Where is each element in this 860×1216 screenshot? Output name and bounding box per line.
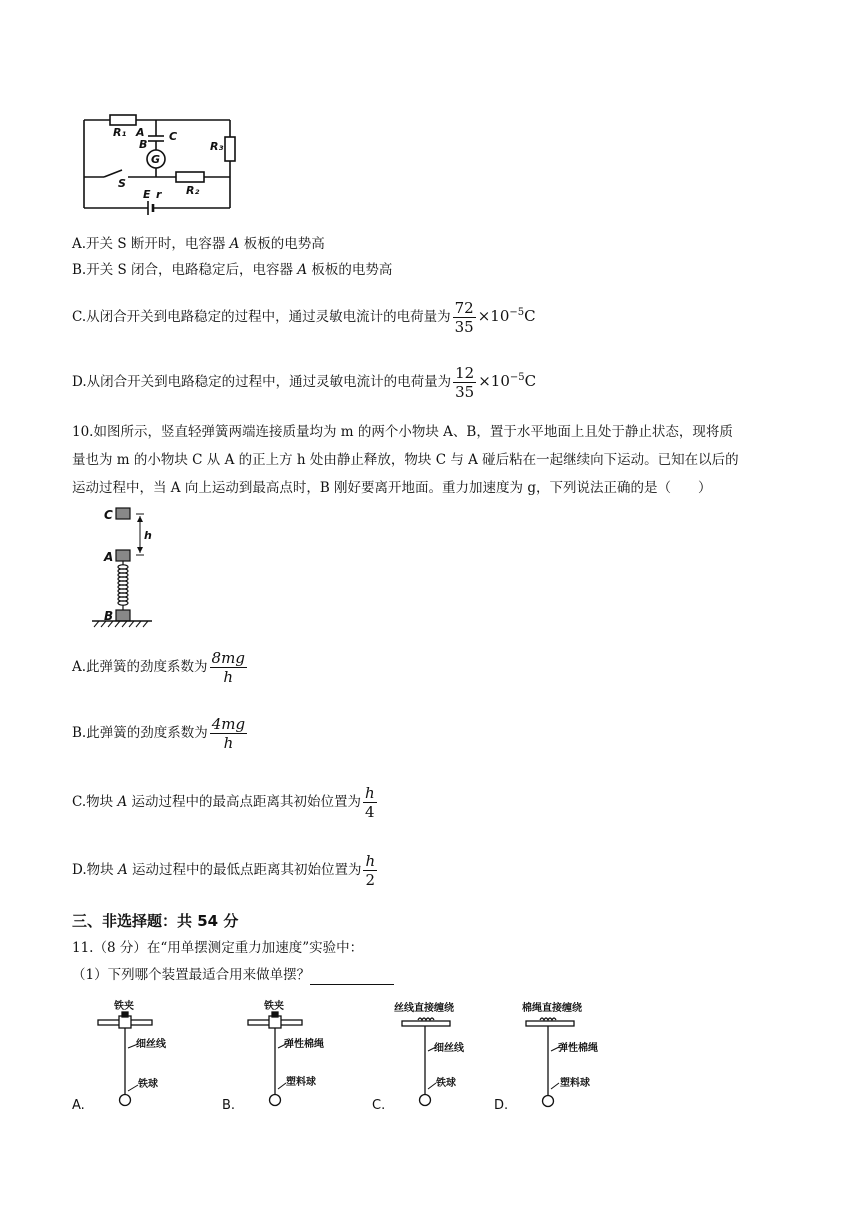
label-r: r <box>156 188 162 201</box>
fraction-numerator: h <box>365 852 376 870</box>
q10-option-b-text: B.此弹簧的劲度系数为 <box>72 725 208 741</box>
q9-option-b-var: A <box>297 262 308 278</box>
q9-option-a <box>72 234 325 254</box>
q10-option-a-fraction <box>210 649 247 686</box>
times-ten: ×10 <box>478 372 510 390</box>
fraction-numerator: 12 <box>455 364 475 382</box>
q9-option-d-text: D.从闭合开关到电路稳定的过程中，通过灵敏电流计的电荷量为 <box>72 374 452 390</box>
exponent: −5 <box>509 372 525 383</box>
circuit-diagram <box>76 112 246 220</box>
unit: C <box>524 307 536 325</box>
label-c: C <box>104 508 113 522</box>
q10-option-a <box>72 649 249 686</box>
ball-label: 塑料球 <box>286 1077 316 1088</box>
q9-option-c-fraction <box>453 299 476 336</box>
ball-label: 铁球 <box>138 1079 158 1090</box>
q9-option-b <box>72 260 392 280</box>
q9-option-a-var: A <box>229 236 240 252</box>
q9-option-d-fraction <box>453 364 476 401</box>
fraction-numerator: 72 <box>454 299 474 317</box>
q10-stem-line-3: 运动过程中，当 A 向上运动到最高点时，B 刚好要离开地面。重力加速度为 g，下列说法正确的是（ ） <box>72 480 712 496</box>
string-label: 细丝线 <box>434 1043 464 1054</box>
fraction-numerator: 8mg <box>211 649 245 667</box>
q9-option-d <box>72 364 536 401</box>
top-label: 棉绳直接缠绕 <box>522 1003 582 1014</box>
ball-label: 塑料球 <box>560 1078 590 1089</box>
exponent: −5 <box>509 307 525 318</box>
q10-option-c-var: A <box>117 794 128 810</box>
section-heading: 三、非选择题：共 54 分 <box>72 912 239 930</box>
label-r3: R₃ <box>210 140 224 153</box>
pendulum-option-b <box>222 995 352 1115</box>
times-ten: ×10 <box>477 307 510 325</box>
fraction-denominator: h <box>223 734 234 752</box>
q9-option-a-suffix: 板板的电势高 <box>239 236 325 252</box>
q9-option-d-sci <box>478 372 536 390</box>
top-label: 丝线直接缠绕 <box>394 1003 454 1014</box>
option-letter: B. <box>222 1098 236 1113</box>
q9-option-c-text: C.从闭合开关到电路稳定的过程中，通过灵敏电流计的电荷量为 <box>72 309 451 325</box>
unit: C <box>524 372 537 390</box>
spring-figure <box>86 503 158 633</box>
q10-option-b <box>72 715 249 752</box>
pendulum-option-d <box>494 995 634 1115</box>
label-a: A <box>104 550 114 564</box>
label-s: S <box>118 177 126 190</box>
option-letter: C. <box>372 1098 386 1113</box>
pendulum-option-c <box>372 995 502 1115</box>
q10-option-a-text: A.此弹簧的劲度系数为 <box>72 659 208 675</box>
q11-stem: 11.（8 分）在“用单摆测定重力加速度”实验中： <box>72 940 364 956</box>
q11-sub1 <box>72 965 394 985</box>
string-label: 弹性棉绳 <box>558 1043 598 1054</box>
q10-option-c <box>72 784 379 821</box>
label-a: A <box>136 126 145 139</box>
q10-option-c-text2: 运动过程中的最高点距离其初始位置为 <box>127 794 361 810</box>
top-label: 铁夹 <box>114 1001 134 1012</box>
fraction-denominator: 4 <box>365 803 375 821</box>
label-r1: R₁ <box>113 126 127 139</box>
label-h: h <box>144 529 152 542</box>
q10-option-c-text: C.物块 <box>72 794 118 810</box>
fraction-denominator: h <box>223 668 234 686</box>
q11-sub1-text: （1）下列哪个装置最适合用来做单摆？ <box>72 967 311 983</box>
fraction-denominator: 2 <box>365 871 376 889</box>
q10-option-d-text2: 运动过程中的最低点距离其初始位置为 <box>127 862 362 878</box>
fraction-numerator: 4mg <box>211 715 246 733</box>
option-letter: D. <box>494 1098 509 1113</box>
option-letter: A. <box>72 1098 85 1113</box>
pendulum-option-a <box>72 995 202 1115</box>
string-label: 细丝线 <box>136 1039 166 1050</box>
fraction-denominator: 35 <box>454 318 474 336</box>
fraction-numerator: h <box>364 784 375 802</box>
fraction-denominator: 35 <box>455 383 475 401</box>
string-label: 弹性棉绳 <box>284 1039 324 1050</box>
q9-option-c <box>72 299 536 336</box>
ball-label: 铁球 <box>436 1078 456 1089</box>
q10-option-c-fraction <box>363 784 377 821</box>
q10-option-d-fraction <box>363 852 377 889</box>
label-r2: R₂ <box>186 184 200 197</box>
label-c: C <box>169 130 178 143</box>
label-b: B <box>139 138 148 151</box>
q9-option-b-text: B.开关 S 闭合，电路稳定后，电容器 <box>72 262 298 278</box>
q10-stem-line-2: 量也为 m 的小物块 C 从 A 的正上方 h 处由静止释放，物块 C 与 A 碰后粘在一起继续向下运动。已知在以后的 <box>72 452 739 468</box>
q10-option-d-text: D.物块 <box>72 862 118 878</box>
q9-option-b-suffix: 板板的电势高 <box>307 262 393 278</box>
top-label: 铁夹 <box>264 1001 284 1012</box>
q10-option-d-var: A <box>117 862 128 878</box>
answer-blank[interactable] <box>310 970 394 985</box>
q9-option-a-text: A.开关 S 断开时，电容器 <box>72 236 230 252</box>
label-e: E <box>143 188 151 201</box>
q9-option-c-sci <box>478 307 536 325</box>
q10-stem-line-1: 10.如图所示，竖直轻弹簧两端连接质量均为 m 的两个小物块 A、B，置于水平地面上且处于静止状态，现将质 <box>72 424 733 440</box>
q10-option-d <box>72 852 379 889</box>
label-b: B <box>104 609 114 623</box>
q10-option-b-fraction <box>210 715 247 752</box>
label-g: G <box>151 153 161 166</box>
